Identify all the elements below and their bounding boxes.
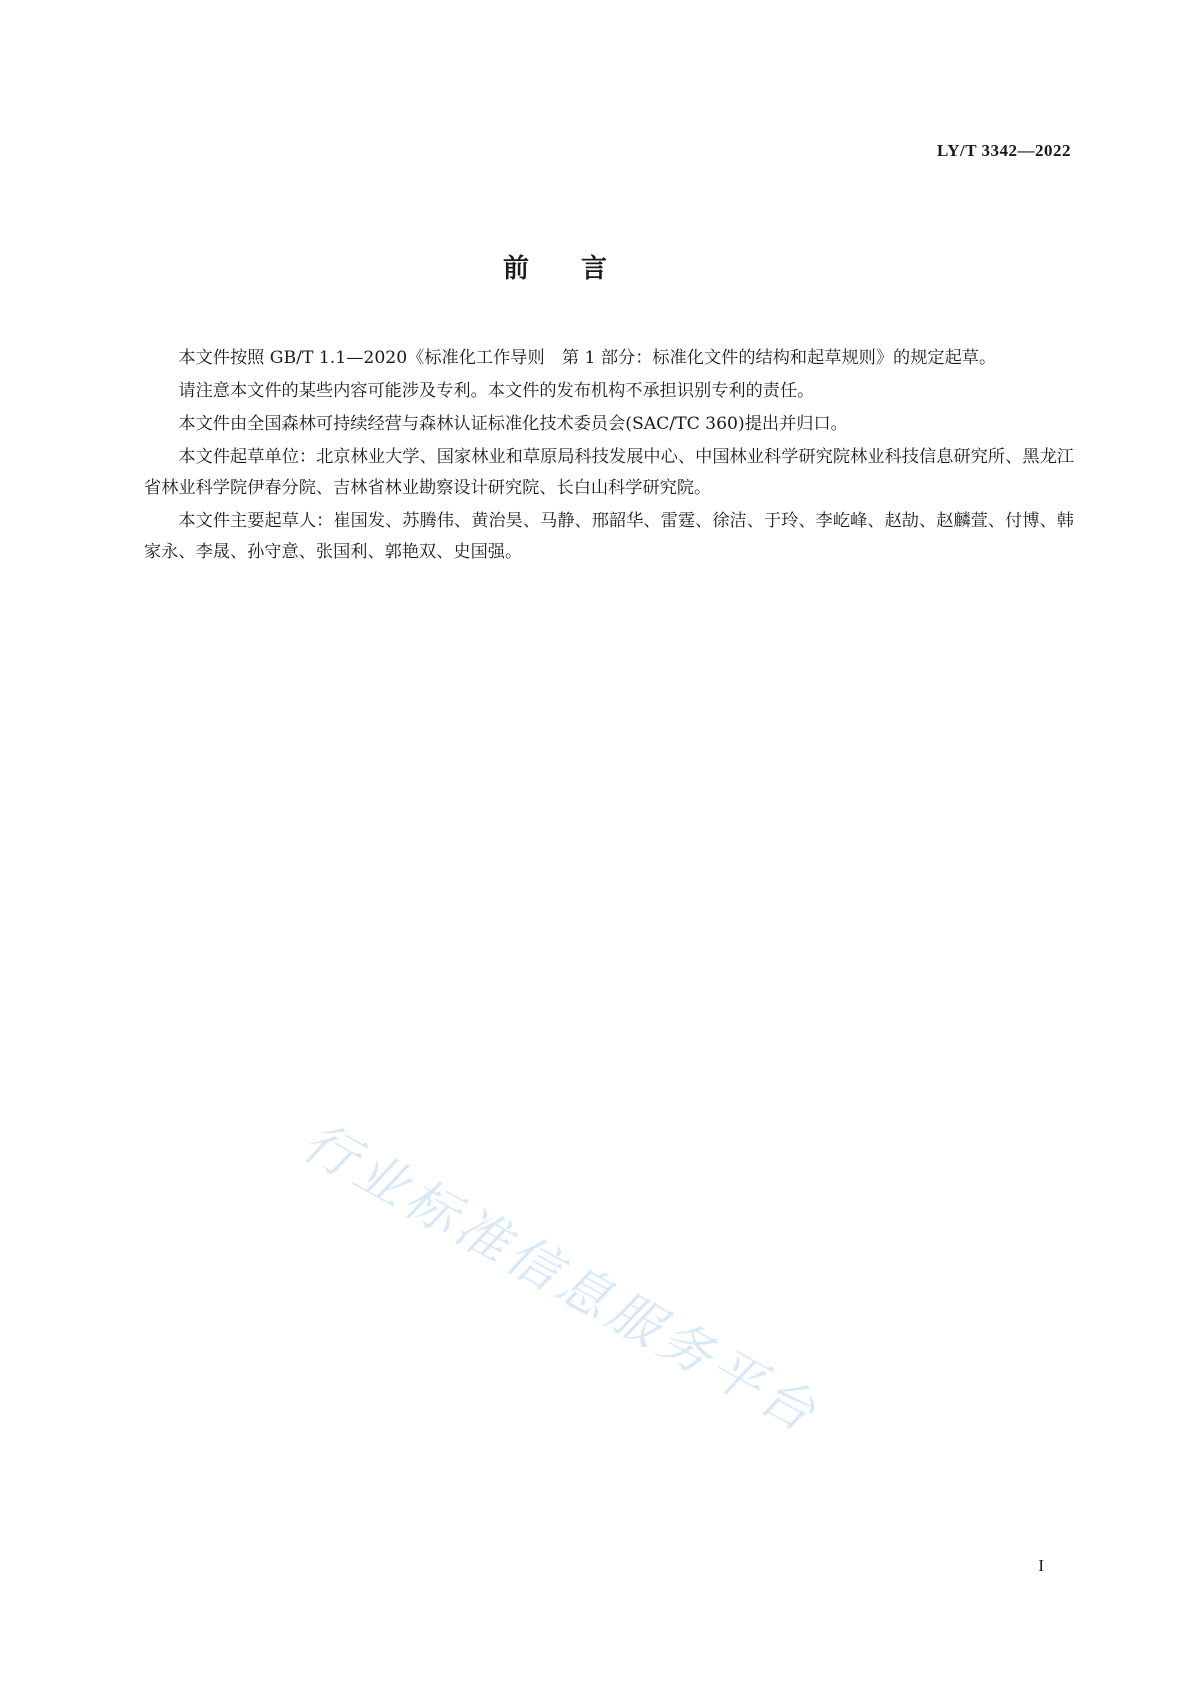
standard-code: LY/T 3342—2022 <box>936 141 1071 160</box>
paragraph-drafters: 本文件主要起草人：崔国发、苏腾伟、黄治昊、马静、邢韶华、雷霆、徐洁、于玲、李屹峰、赵劼、赵麟萱、付博、韩家永、李晟、孙守意、张国利、郭艳双、史国强。 <box>144 511 1074 562</box>
page-title: 前言 <box>502 254 659 284</box>
paragraph-patent-notice: 请注意本文件的某些内容可能涉及专利。本文件的发布机构不承担识别专利的责任。 <box>178 381 815 401</box>
paragraph-proposing-body: 本文件由全国森林可持续经营与森林认证标准化技术委员会(SAC/TC 360)提出并归口。 <box>178 414 848 434</box>
paragraph-drafting-units: 本文件起草单位：北京林业大学、国家林业和草原局科技发展中心、中国林业科学研究院林业科技信息研究所、黑龙江省林业科学院伊春分院、吉林省林业勘察设计研究院、长白山科学研究院。 <box>144 447 1074 498</box>
paragraph-drafting-rules: 本文件按照 GB/T 1.1—2020《标准化工作导则 第 1 部分：标准化文件的结构和起草规则》的规定起草。 <box>178 348 997 368</box>
foreword-body <box>144 343 1074 570</box>
page-number: I <box>1038 1556 1044 1575</box>
watermark: 行业标准信息服务平台 <box>292 1112 830 1446</box>
